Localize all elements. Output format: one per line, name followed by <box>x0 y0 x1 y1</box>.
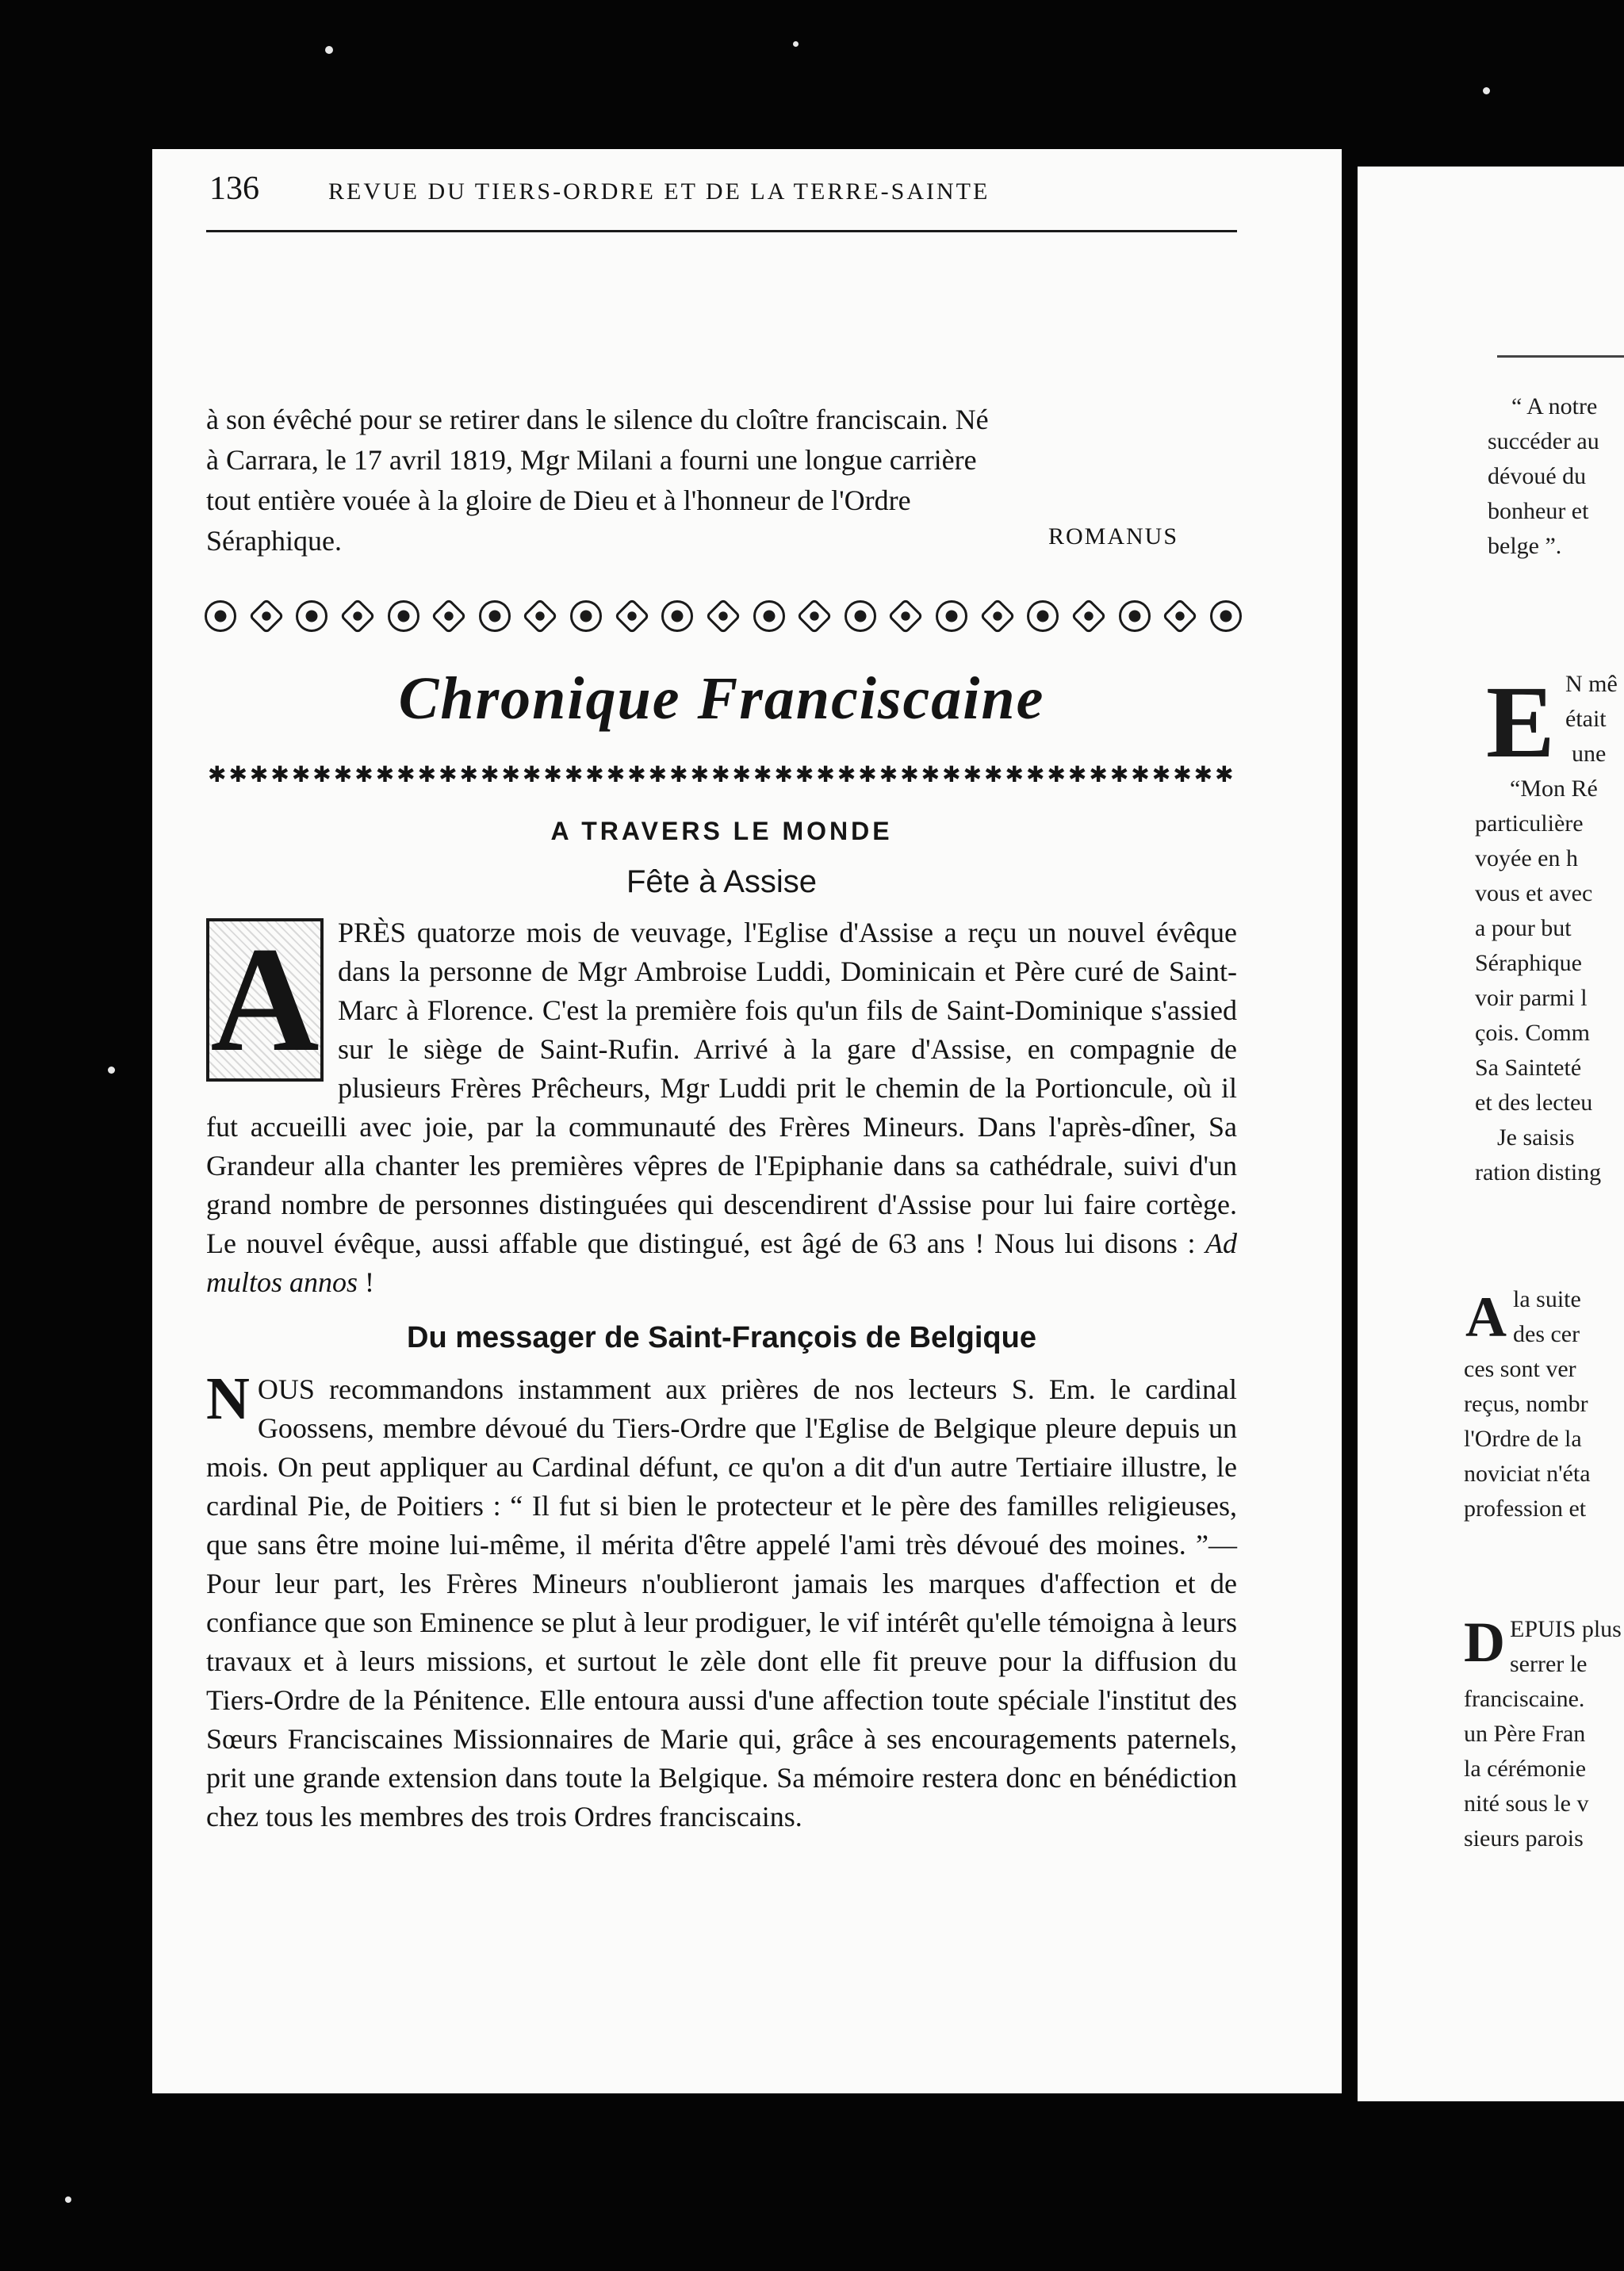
intro-line: à Carrara, le 17 avril 1819, Mgr Milani a fourni une longue carrière <box>206 444 977 476</box>
article-text: recommandons instamment aux prières de nos lecteurs S. Em. le cardinal Goossens, membre dévoué du Tiers-Ordre que l'Eglise de Belgique pleure depuis un mois. On peut appliquer au Cardinal défunt, ce qu'on a dit d'un autre Tertiaire illustre, le cardinal Pie, de Poitiers : “ Il fut si bien le protecteur et le père des familles religieuses, que sans être moine lui-même, il mérita d'être appelé l'ami très dévoué des moines. ”— Pour leur part, les Frères Mineurs n'oublieront jamais les marques d'affection et de confiance que son Eminence se plut à leur prodiguer, le vif intérêt qu'elle témoigna à leurs travaux et à leurs missions, et surtout le zèle dont elle fit preuve pour la diffusion du Tiers-Ordre de la Pénitence. Elle entoura aussi d'une affection toute spéciale l'institut des Sœurs Franciscaines Missionnaires de Marie qui, grâce à ses encouragements paternels, prit une grande extension dans toute la Belgique. Sa mémoire restera donc en bénédiction chez tous les membres des trois Ordres franciscains. <box>206 1373 1237 1833</box>
text-fragment: franciscaine. <box>1464 1686 1585 1712</box>
text-fragment: nité sous le v <box>1464 1790 1589 1817</box>
intro-line: à son évêché pour se retirer dans le silence du cloître franciscain. Né <box>206 404 989 435</box>
intro-line: tout entière vouée à la gloire de Dieu et à l'honneur de l'Ordre <box>206 484 911 516</box>
text-fragment: noviciat n'éta <box>1464 1461 1591 1487</box>
text-fragment: était <box>1565 706 1607 732</box>
ornament-icon <box>661 600 693 632</box>
text-fragment: l'Ordre de la <box>1464 1426 1582 1452</box>
ornament-icon <box>888 598 924 634</box>
text-fragment: un Père Fran <box>1464 1721 1586 1747</box>
drop-cap: A <box>1465 1285 1507 1349</box>
text-fragment: profession et <box>1464 1495 1587 1522</box>
ornament-icon <box>523 598 558 634</box>
text-fragment: serrer le <box>1510 1651 1588 1677</box>
ornament-icon <box>296 600 327 632</box>
text-fragment: EPUIS plus <box>1510 1616 1622 1642</box>
lead-word: PRÈS <box>338 917 407 948</box>
text-fragment: des cer <box>1513 1321 1580 1347</box>
closing-mark: ! <box>358 1266 375 1298</box>
text-fragment: une <box>1572 741 1607 767</box>
author-signature: ROMANUS <box>1048 523 1179 550</box>
drop-cap: N <box>206 1365 250 1432</box>
text-fragment: Séraphique <box>1475 950 1582 976</box>
text-fragment: et des lecteu <box>1475 1090 1593 1116</box>
text-fragment: ces sont ver <box>1464 1356 1576 1382</box>
header-rule <box>1497 355 1624 358</box>
film-speck <box>325 46 333 54</box>
header-rule <box>206 230 1237 232</box>
text-fragment: Sa Sainteté <box>1475 1055 1582 1081</box>
film-speck <box>793 41 799 47</box>
article-body <box>206 1365 1237 1836</box>
running-title: REVUE DU TIERS-ORDRE ET DE LA TERRE-SAINTE <box>328 178 990 205</box>
ornament-icon <box>753 600 785 632</box>
ornament-icon <box>388 600 419 632</box>
article-title: Du messager de Saint-François de Belgique <box>407 1321 1036 1354</box>
text-fragment: vous et avec <box>1475 880 1593 906</box>
text-fragment: sieurs parois <box>1464 1825 1584 1852</box>
ornamental-border <box>205 598 1242 634</box>
text-fragment: “Mon Ré <box>1510 776 1598 802</box>
text-fragment: voyée en h <box>1475 845 1578 871</box>
ornament-icon <box>248 598 284 634</box>
section-heading: A TRAVERS LE MONDE <box>550 817 893 845</box>
text-fragment: dévoué du <box>1488 463 1587 489</box>
ornament-icon <box>1119 600 1151 632</box>
ornament-icon <box>979 598 1015 634</box>
text-fragment: voir parmi l <box>1475 985 1588 1011</box>
ornament-icon <box>1071 598 1106 634</box>
text-fragment: çois. Comm <box>1475 1020 1591 1046</box>
lead-word: OUS <box>257 1373 315 1405</box>
ornament-icon <box>614 598 649 634</box>
text-fragment: la suite <box>1513 1286 1581 1312</box>
text-fragment: belge ”. <box>1488 533 1562 559</box>
text-fragment: “ A notre <box>1511 393 1598 419</box>
article-text: quatorze mois de veuvage, l'Eglise d'Assise a reçu un nouvel évêque dans la personne de Mgr Ambroise Luddi, Dominicain et Père curé de Saint-Marc à Florence. C'est la première fois qu'un fils de Saint-Dominique s'assied sur le siège de Saint-Rufin. Arrivé à la gare d'Assise, en compagnie de plusieurs Frères Prêcheurs, Mgr Luddi prit le chemin de la Portioncule, où il fut accueilli avec joie, par la communauté des Frères Mineurs. Dans l'après-dîner, Sa Grandeur alla chanter les premières vêpres de l'Epiphanie dans sa cathédrale, suivi d'un grand nombre de personnes distinguées qui descendirent d'Assise pour lui faire cortège. Le nouvel évêque, aussi affable que distingué, est âgé de 63 ans ! Nous lui disons : <box>206 917 1237 1259</box>
text-fragment: particulière <box>1475 810 1584 837</box>
star-border: ✱✱✱✱✱✱✱✱✱✱✱✱✱✱✱✱✱✱✱✱✱✱✱✱✱✱✱✱✱✱✱✱✱✱✱✱✱✱✱✱✱✱✱✱✱✱✱✱✱ <box>208 763 1236 785</box>
ornament-icon <box>570 600 602 632</box>
article-body <box>206 913 1237 1302</box>
ornament-icon <box>431 598 466 634</box>
ornament-icon <box>205 600 236 632</box>
text-fragment: ration disting <box>1475 1159 1602 1185</box>
ornament-icon <box>1162 598 1197 634</box>
ornament-icon <box>1027 600 1059 632</box>
text-fragment: Je saisis <box>1497 1124 1575 1151</box>
drop-cap: E <box>1486 665 1555 779</box>
page-number: 136 <box>209 170 259 207</box>
page-header <box>209 170 1137 214</box>
ornament-icon <box>339 598 375 634</box>
ornament-icon <box>796 598 832 634</box>
text-fragment: N mê <box>1565 671 1618 697</box>
ornament-icon <box>705 598 741 634</box>
film-speck <box>108 1067 115 1074</box>
article-title: Fête à Assise <box>626 864 818 899</box>
text-fragment: reçus, nombr <box>1464 1391 1588 1417</box>
text-fragment: la cérémonie <box>1464 1756 1587 1782</box>
closing-phrase: Ad multos annos <box>206 1227 1237 1298</box>
ornament-icon <box>936 600 967 632</box>
film-speck <box>65 2196 71 2203</box>
chronicle-title: Chronique Franciscaine <box>398 665 1045 732</box>
ornament-icon <box>479 600 511 632</box>
film-speck <box>1483 87 1490 94</box>
ornament-icon <box>1210 600 1242 632</box>
text-fragment: a pour but <box>1475 915 1572 941</box>
drop-cap: A <box>206 918 324 1082</box>
ornament-icon <box>845 600 876 632</box>
drop-cap: D <box>1464 1610 1505 1674</box>
text-fragment: succéder au <box>1488 428 1599 454</box>
text-fragment: bonheur et <box>1488 498 1589 524</box>
intro-line: Séraphique. <box>206 525 342 557</box>
